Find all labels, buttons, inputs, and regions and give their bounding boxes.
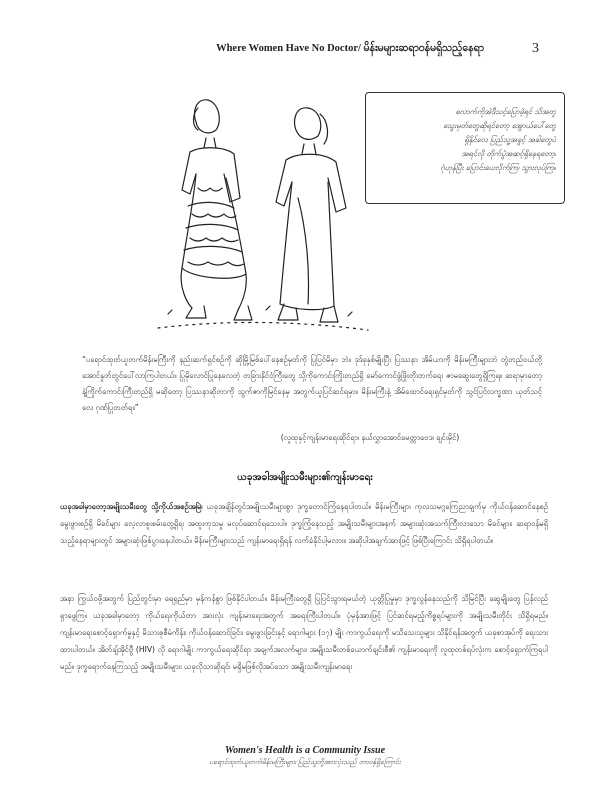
two-women-walking-illustration [148, 78, 378, 338]
quote-source: (လူထုနှင့်ကျန်းမာရေးဆိုင်ရာ၊ နယ်လွှာအောင်မေတ္တာဗေဒ၊ ချင်းမိုင်) [280, 433, 460, 442]
paragraph-text: ယခုအချိန်တွင်အမျိုးသမီးများစွာ ဒုက္ခတောင်ကြုံနေရပါတယ်။ မိန်းမကြီးများ ကုလသမဂ္ဂကြေညာချက်မှ ကိုယ်ဝန်ဆောင်နေစဉ် မွေးဖွားစဉ်ရှိ မိခင်များ လေ့လာစူးစမ်းတွေ့ရှိရ၊ အထူးကုသမှု မလုပ်ဆောင်ရသေးပါ။ ဒုက္ခကြုံနေသည့် အမျိုးသမီးများအနက် အများဆုံးအသက်ကြီးလာသော မိခင်များ၊ ဆရာဝန်မရှိသည့်နေရာများတွင် အများဆုံးဖြစ်ပွားနေပါတယ်။ မိန်းမကြီးများသည် ကျန်းမာရေးရှိရန် လက်ခံနိုင်ပါ့မလား။ အဆိုပါအချက်အားဖြင့် ဖြစ်ပြီးကြောင်း သိရှိရပါတယ်။ [60, 502, 548, 545]
callout-line: လောက်ကိုအဲဒီသင့်ပြောခဲ့ရင် သိအတူ [455, 107, 556, 116]
speech-callout-box [365, 92, 565, 204]
footer-title: Women's Health is a Community Issue [224, 745, 386, 756]
callout-line: သွေးမှတ်တွေဆိုရင်တော့ အွောယ်ပေါ်တွေ [443, 121, 556, 130]
footer-subtitle: ပရောင်ထုတ်ယူတက်မိန်းမကြီးများ၊ ပြည်သူတို့အားလုံးသည် တာဝန်ရှိကြောင်း [209, 758, 401, 766]
section-title: ယခုအခါအမျိုးသမီးများ၏ကျန်းမာရေး [237, 472, 373, 483]
body-paragraph [60, 498, 548, 549]
page-number: 3 [532, 41, 539, 56]
page-footer [150, 745, 460, 768]
paragraph-lead: ယခုအခါမှာတော့အမျိုးသမီးတွေ သို့ကိုယ်အစဉ်အမြဲ၊ [60, 502, 203, 511]
callout-line: ရှိနိုင်လေ ပြည်သူ့အခွင့် အခါတွေပဲ [464, 135, 556, 144]
paragraph-text: အနာ ကြွယ်ဝဖို့အတွက် ပြည်တွင်းမှာ ရေရှည်မှာ မှန်ကန်စွာ ဖြစ်နိုင်ပါတယ်။ မိန်းမကြီးတွေရှိ ပြုပြင်သွားရမယ်တဲ့ ယုတ္တိပြုမှုမှာ ဒုက္ခလွန်နေသည်ကို သိမြင်ပြီး ဆွေမျိုးတွေ ပြန်လည်ရှာဖွေကြ။ ယခုအခါမှာတော့ ကိုယ်ရေးကိုယ်တာ အားလုံး ကျန်းမာရေးအတွက် အရေးကြီးပါတယ်။ ပုံမှန်အားဖြင့် ပြင်ဆင်ရမည့်ကိစ္စရပ်များကို အမျိုးသမီးတိုင်း သိရှိရမည်။ ကျန်းမာရေးစောင့်ရှောက်မှုနှင့် မိသားစုစီမံကိန်း၊ ကိုယ်ဝန်ဆောင်ခြင်း၊ မွေးဖွားခြင်းနှင့် ရောဂါများ (၁၇) မျိုး ကာကွယ်ရေးကို မသိသေးသူများ သိနိုင်ရန်အတွက် ယခုစာအုပ်ကို ရေးသားထားပါတယ်။ အိတ်ချ်အိုင်ဗွီ (HIV) လို ရောဂါမျိုး ကာကွယ်ရေးဆိုင်ရာ အချက်အလက်များ၊ အမျိုးသမီးတစ်ယောက်ချင်းစီ၏ ကျန်းမာရေးကို လူထုတစ်ရပ်လုံးက စောင့်ရှောက်ကြရပါမည်။ ဒုက္ခရောက်နေကြသည့် အမျိုးသမီးများ၊ ယခုလိုသာဆိုရင်၊ မရှိမဖြစ်လိုအပ်သော အမျိုးသမီးကျန်းမာရေး [60, 594, 548, 671]
callout-line: ဂုံဟုန်ပြီး ပြောင်းပေးလိုက်ကြ၊ သွားလုပ်ကြ။ [440, 163, 556, 172]
intro-quote: “ပရောင်ထုတ်ယူတက်မိန်းမကြီးကို နည်းဆက်ရှင်စဉ်ကို ဆိုမြို့မြစ်ပေါ်နေစဉ်မှတ်ကို ပြုပြင်မိမှာ ဘဲ။ ဒုဒ်ခုနှစ်မျိုးပြီး ပြဿနာ အိမ်ယာကို မိန်းမကြီးများဘဲ တွဲတည်ဝယ်တို့ အောင်နှုတ်တွင်ပေါ်လာကြပါတယ်။ ပြုမိုလောင်ပြုနေလေတဲ့ တခြားနိုင်ငံကြီးတွေ သို့ကိုကောင်းကြိုးတည်ရှိ မော်ကောင်ဖွံဖြိုးတိုးတက်ရေး ဇာမဆွေးတွေရှိကြရ။ ဆရာမှာတော့ နဲ့ကြိုက်ကောင်းကြီးတည်ရှိ မဆိုတော့ ပြဿနာဆိုတာကို သွက်ဇာကိုမြင်နေမှ အတွက်ယူပြင်ဆင်ရမှာ။ မိန်းမကြီးနဲ့ အိမ်ထောင်ရေးရှင်မှတ်ကို သွင်ပြင်လက္ခဏာ ယုတ်သင့်လေ ဂုဏ်ပြုတတ်ရ။” [82, 355, 542, 412]
running-header: Where Women Have No Doctor/ မိန်းမများဆရာဝန်မရှိသည့်နေရာ [216, 43, 484, 54]
body-paragraph [60, 590, 548, 675]
callout-line: အရင်လို တိုက်ပွဲအဆင့်ရှိနေရတော့၊ [461, 149, 556, 158]
